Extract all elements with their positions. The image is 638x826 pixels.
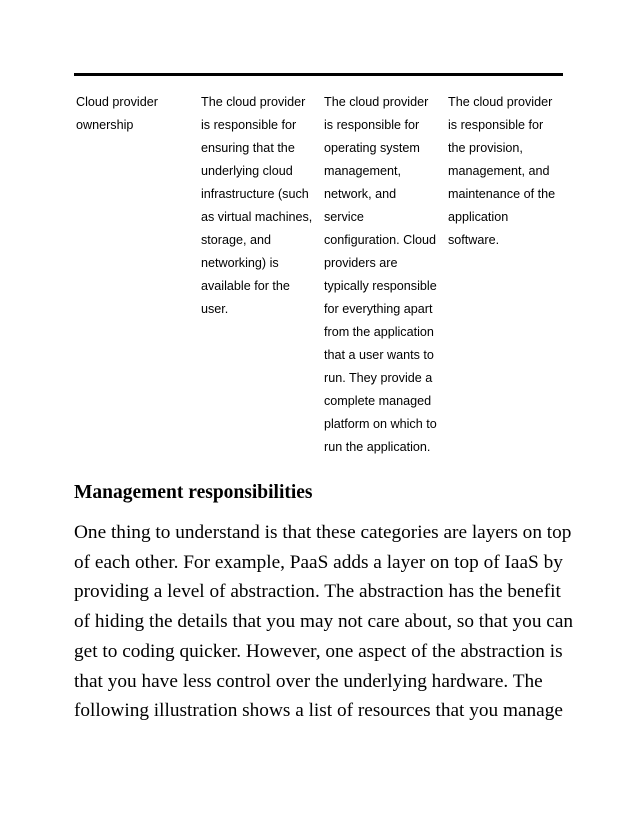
cell-line: configuration. Cloud bbox=[324, 233, 437, 247]
cell-line: Cloud provider bbox=[76, 95, 158, 109]
paragraph-line: get to coding quicker. However, one aspect of the abstraction is bbox=[74, 640, 563, 662]
cell-line: storage, and bbox=[201, 233, 272, 247]
table-cell-saas bbox=[448, 91, 566, 459]
cell-line: platform on which to bbox=[324, 417, 437, 431]
cell-line: network, and bbox=[324, 187, 397, 201]
cell-line: management, bbox=[324, 164, 402, 178]
section-paragraph bbox=[74, 518, 574, 726]
paragraph-line: following illustration shows a list of resources that you manage bbox=[74, 700, 563, 722]
cell-line: is responsible for bbox=[201, 118, 297, 132]
table-cell-iaas bbox=[201, 91, 324, 459]
cell-line: complete managed bbox=[324, 394, 432, 408]
cell-line: providers are bbox=[324, 256, 398, 270]
paragraph-line: One thing to understand is that these categories are layers on top bbox=[74, 522, 572, 543]
cell-line: typically responsible bbox=[324, 279, 437, 293]
cell-line: underlying cloud bbox=[201, 164, 293, 178]
cell-line: as virtual machines, bbox=[201, 210, 313, 224]
table-cell-paas bbox=[324, 91, 448, 459]
cell-line: management, and bbox=[448, 164, 550, 178]
cell-line: service bbox=[324, 210, 364, 224]
cell-line: run the application. bbox=[324, 440, 431, 454]
cell-line: run. They provide a bbox=[324, 371, 433, 385]
cell-line: ownership bbox=[76, 118, 134, 132]
cell-line: networking) is bbox=[201, 256, 279, 270]
cell-line: is responsible for bbox=[448, 118, 544, 132]
cell-line: maintenance of the bbox=[448, 187, 556, 201]
cell-line: application software. bbox=[448, 210, 509, 247]
cell-line: The cloud provider bbox=[448, 95, 553, 109]
cell-line: user. bbox=[201, 302, 229, 316]
paragraph-line: of each other. For example, PaaS adds a layer on top of IaaS by bbox=[74, 551, 563, 573]
paragraph-line: providing a level of abstraction. The abstraction has the benefit bbox=[74, 581, 561, 603]
cell-line: from the application bbox=[324, 325, 434, 339]
cell-line: operating system bbox=[324, 141, 420, 155]
cell-line: the provision, bbox=[448, 141, 523, 155]
cell-line: The cloud provider bbox=[324, 95, 429, 109]
cell-line: for everything apart bbox=[324, 302, 433, 316]
section-heading: Management responsibilities bbox=[74, 482, 313, 503]
table-cell-label bbox=[76, 91, 201, 459]
cell-line: The cloud provider bbox=[201, 95, 306, 109]
cell-line: available for the bbox=[201, 279, 290, 293]
cell-line: that a user wants to bbox=[324, 348, 434, 362]
table-top-rule bbox=[74, 73, 563, 76]
paragraph-line: that you have less control over the underlying hardware. The bbox=[74, 670, 543, 692]
cell-line: is responsible for bbox=[324, 118, 420, 132]
cell-line: infrastructure (such bbox=[201, 187, 309, 201]
paragraph-line: of hiding the details that you may not care about, so that you can bbox=[74, 611, 574, 633]
cell-line: ensuring that the bbox=[201, 141, 295, 155]
responsibility-table bbox=[76, 91, 566, 459]
